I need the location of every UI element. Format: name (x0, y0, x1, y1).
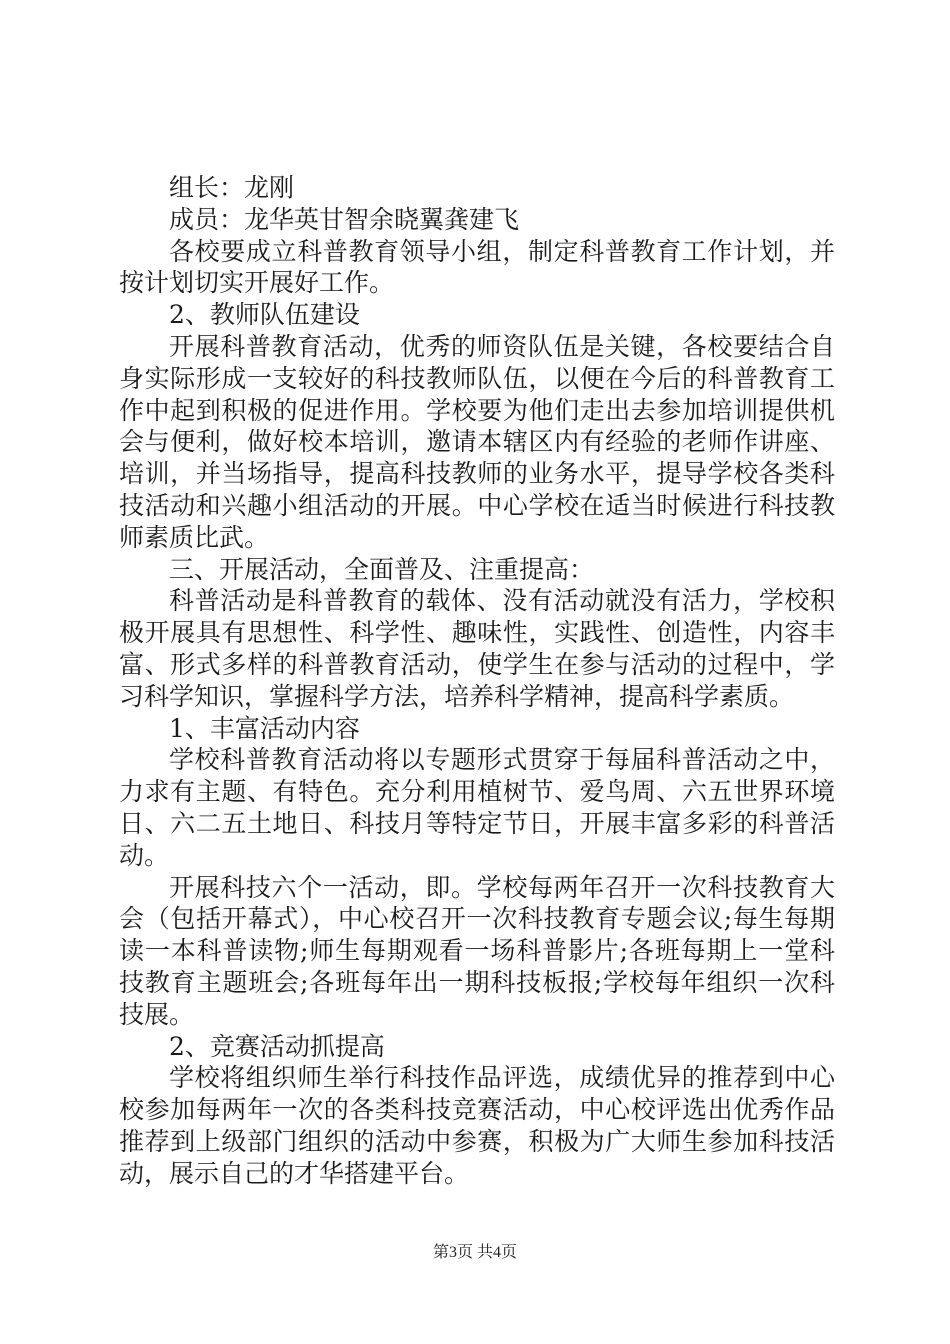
paragraph-teacher-team: 开展科普教育活动，优秀的师资队伍是关键，各校要结合自身实际形成一支较好的科技教师队伍，以便在今后的科普教育工作中起到积极的促进作用。学校要为他们走出去参加培训提供机会与便利，做好校本培训，邀请本辖区内有经验的老师作讲座、培训，并当场指导，提高科技教师的业务水平，提导学校各类科技活动和兴趣小组活动的开展。中心学校在适当时候进行科技教师素质比武。 (119, 331, 835, 552)
paragraph-enrich-content: 学校科普教育活动将以专题形式贯穿于每届科普活动之中，力求有主题、有特色。充分利用植树节、爱鸟周、六五世界环境日、六二五土地日、科技月等特定节日，开展丰富多彩的科普活动。 (119, 745, 835, 870)
heading-competition: 2、竞赛活动抓提高 (169, 1031, 385, 1061)
heading-activities: 三、开展活动，全面普及、注重提高： (169, 554, 595, 584)
document-body (119, 172, 835, 1190)
paragraph-members: 成员：龙华英甘智余晓翼龚建飞 (169, 204, 520, 234)
heading-teacher-team: 2、教师队伍建设 (169, 300, 360, 330)
page-footer: 第3页 共4页 (432, 1244, 517, 1261)
paragraph-leadership-group: 各校要成立科普教育领导小组，制定科普教育工作计划，并按计划切实开展好工作。 (119, 236, 835, 298)
paragraph-activities: 科普活动是科普教育的载体、没有活动就没有活力，学校积极开展具有思想性、科学性、趣味性，实践性、创造性，内容丰富、形式多样的科普教育活动，使学生在参与活动的过程中，学习科学知识，掌握科学方法，培养科学精神，提高科学素质。 (119, 586, 835, 711)
paragraph-six-ones: 开展科技六个一活动，即。学校每两年召开一次科技教育大会（包括开幕式），中心校召开一次科技教育专题会议;每生每期读一本科普读物;师生每期观看一场科普影片;各班每期上一堂科技教育主题班会;各班每年出一期科技板报;学校每年组织一次科技展。 (119, 872, 835, 1029)
paragraph-group-leader: 组长：龙刚 (169, 173, 295, 202)
paragraph-competition: 学校将组织师生举行科技作品评选，成绩优异的推荐到中心校参加每两年一次的各类科技竞赛活动，中心校评选出优秀作品推荐到上级部门组织的活动中参赛，积极为广大师生参加科技活动，展示自己的才华搭建平台。 (119, 1063, 835, 1188)
heading-enrich-content: 1、丰富活动内容 (169, 713, 360, 743)
